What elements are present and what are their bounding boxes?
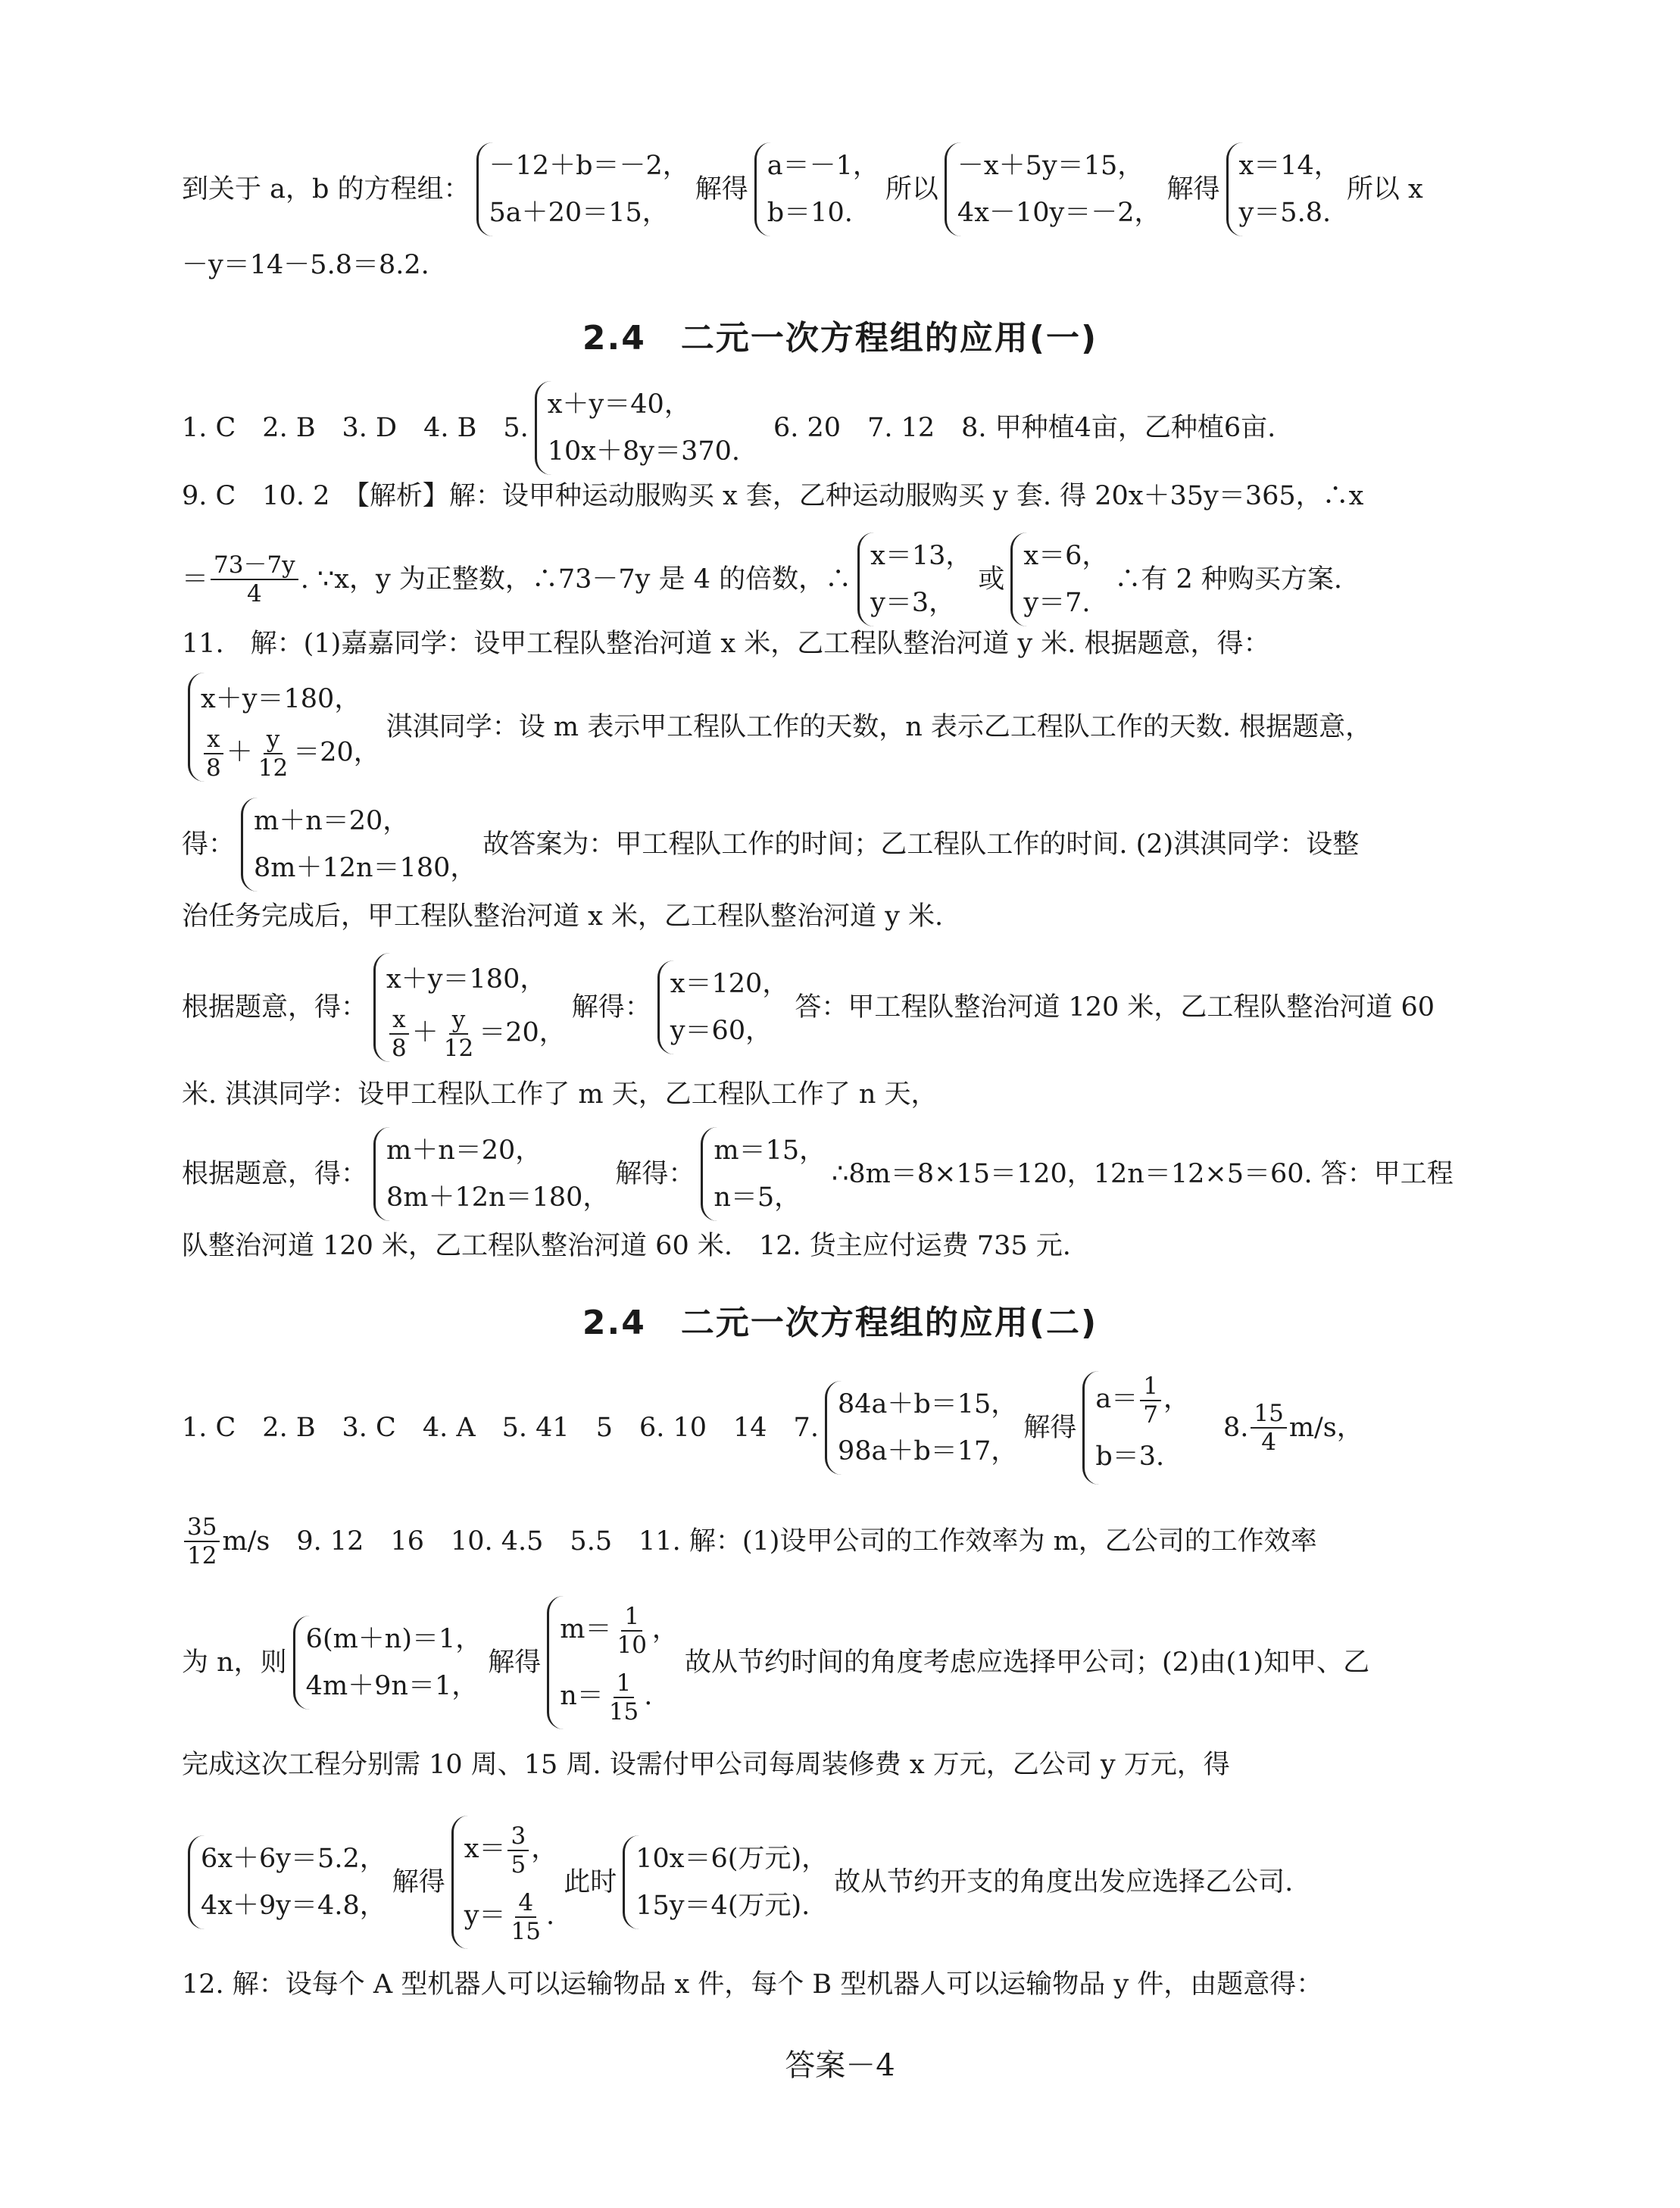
eq-lhs: n＝ xyxy=(560,1681,604,1711)
equation-system xyxy=(657,960,789,1054)
text: 解得 xyxy=(488,1647,542,1678)
text: 治任务完成后，甲工程队整治河道 x 米，乙工程队整治河道 y 米. xyxy=(182,901,944,932)
equation-system xyxy=(451,1816,558,1949)
text: 答：甲工程队整治河道 120 米，乙工程队整治河道 60 xyxy=(795,992,1435,1023)
numerator: 1 xyxy=(621,1603,642,1632)
text: 解得： xyxy=(571,992,651,1023)
text-line xyxy=(182,1125,1454,1223)
text: 根据题意，得： xyxy=(182,992,368,1023)
answer-text: 9. C 10. 2 【解析】解：设甲种运动服购买 x 套，乙种运动服购买 y 套. 得 20x＋35y＝365，∴x xyxy=(182,481,1364,511)
plus-sign: ＋ xyxy=(226,737,253,768)
answer-text: 1. C 2. B 3. D 4. B 5. xyxy=(182,413,529,443)
equation-system xyxy=(476,142,689,236)
equation xyxy=(386,1006,566,1062)
equation: 6(m＋n)＝1， xyxy=(305,1624,482,1654)
text: 解得： xyxy=(615,1159,695,1189)
text-line xyxy=(182,1076,1424,1113)
numerator: 4 xyxy=(515,1889,536,1918)
equation: 10x＋8y＝370. xyxy=(547,436,741,467)
text-line xyxy=(182,670,1424,784)
equation-system xyxy=(1226,142,1341,236)
denominator: 8 xyxy=(392,1035,407,1062)
numerator: 1 xyxy=(614,1669,635,1698)
text-line xyxy=(182,534,1424,625)
denominator: 8 xyxy=(206,754,221,782)
equation: y＝7. xyxy=(1023,588,1091,618)
equation: x＋y＝40， xyxy=(547,389,691,420)
eq-lhs: a＝ xyxy=(1095,1384,1138,1415)
text: 淇淇同学：设 m 表示甲工程队工作的天数，n 表示乙工程队工作的天数. 根据题意， xyxy=(386,712,1372,742)
equation xyxy=(464,1816,558,1882)
equation: 6x＋6y＝5.2， xyxy=(201,1844,386,1874)
text: ∴有 2 种购买方案. xyxy=(1114,564,1343,595)
equation: x＝6， xyxy=(1023,541,1109,571)
text: . ∵x，y 为正整数，∴73－7y 是 4 的倍数，∴ xyxy=(300,564,852,595)
text: 8. xyxy=(1223,1413,1249,1443)
text: 米. 淇淇同学：设甲工程队工作了 m 天，乙工程队工作了 n 天， xyxy=(182,1079,938,1110)
section-heading: 2.4 二元一次方程组的应用(一) xyxy=(582,319,1098,358)
eq-end: ， xyxy=(531,1834,558,1864)
text-line xyxy=(182,1966,1424,2003)
equation xyxy=(560,1663,679,1729)
equation-system xyxy=(754,142,879,236)
denominator: 7 xyxy=(1143,1401,1158,1429)
text: 解得 xyxy=(1166,174,1220,205)
equation xyxy=(560,1596,679,1663)
equation: m＋n＝20， xyxy=(386,1135,542,1166)
numerator: 15 xyxy=(1251,1400,1286,1429)
equation-system xyxy=(535,381,740,475)
numerator: x xyxy=(204,726,223,754)
text-line xyxy=(182,144,1424,235)
equation-system xyxy=(373,1127,609,1221)
text: 到关于 a，b 的方程组： xyxy=(182,174,470,205)
denominator: 12 xyxy=(258,754,289,782)
equation-system xyxy=(241,798,476,892)
equation-system xyxy=(188,1835,386,1929)
numerator: x xyxy=(389,1006,408,1035)
equation-system xyxy=(1082,1371,1190,1485)
text: 12. 解：设每个 A 型机器人可以运输物品 x 件，每个 B 型机器人可以运输物品 y 件，由题意得： xyxy=(182,1969,1323,2000)
equation: 8m＋12n＝180， xyxy=(386,1182,610,1213)
text: 为 n，则 xyxy=(182,1647,287,1678)
equation: x＝14， xyxy=(1238,151,1341,181)
denominator: 4 xyxy=(1261,1429,1276,1456)
equation xyxy=(1095,1371,1190,1429)
equation: y＝3， xyxy=(870,588,956,618)
eq-end: ， xyxy=(1163,1384,1190,1415)
numerator: 73－7y xyxy=(211,551,298,580)
denominator: 5 xyxy=(511,1850,526,1879)
denominator: 10 xyxy=(617,1631,647,1659)
denominator: 4 xyxy=(246,580,262,607)
text: 解得 xyxy=(695,174,748,205)
text: m/s， xyxy=(1288,1413,1363,1443)
text: 解得 xyxy=(392,1867,445,1897)
text: 完成这次工程分别需 10 周、15 周. 设需付甲公司每周装修费 x 万元，乙公司 y 万元，得 xyxy=(182,1750,1230,1780)
text-line xyxy=(182,625,1424,663)
equation-system xyxy=(373,953,566,1062)
numerator: y xyxy=(264,726,283,754)
text: ∴8m＝8×15＝120，12n＝12×5＝60. 答：甲工程 xyxy=(832,1159,1454,1189)
page-number: 答案－4 xyxy=(785,2048,895,2083)
text-line xyxy=(182,1367,1424,1488)
answer-text: 11. 解：(1)嘉嘉同学：设甲工程队整治河道 x 米，乙工程队整治河道 y 米. 根据题意，得： xyxy=(182,629,1270,659)
equation-system xyxy=(293,1616,482,1710)
equation-system xyxy=(547,1596,679,1729)
equation-system xyxy=(1010,532,1108,626)
equation-system xyxy=(701,1127,826,1221)
text: 解得 xyxy=(1023,1413,1077,1443)
answer-text: 1. C 2. B 3. C 4. A 5. 41 5 6. 10 14 7. xyxy=(182,1413,819,1443)
equation: －12＋b＝－2， xyxy=(489,151,689,181)
text-line xyxy=(182,1227,1424,1265)
equation: n＝5， xyxy=(714,1182,801,1213)
text: 故从节约开支的角度出发应选择乙公司. xyxy=(834,1867,1294,1897)
text: m/s 9. 12 16 10. 4.5 5.5 11. 解：(1)设甲公司的工作效率为 m，乙公司的工作效率 xyxy=(222,1526,1317,1557)
numerator: y xyxy=(449,1006,469,1035)
equation: x＋y＝180， xyxy=(201,684,361,714)
equation: 84a＋b＝15， xyxy=(837,1389,1018,1419)
text-line xyxy=(182,951,1435,1064)
equation-system xyxy=(188,673,380,782)
equation: 10x＝6(万元)， xyxy=(635,1844,829,1874)
equation-system xyxy=(825,1381,1017,1475)
text-line xyxy=(182,799,1424,890)
text-line xyxy=(182,246,1424,284)
equation-system xyxy=(945,142,1161,236)
equation: 98a＋b＝17， xyxy=(837,1436,1018,1466)
denominator: 15 xyxy=(608,1697,639,1725)
numerator: 1 xyxy=(1140,1373,1161,1401)
fraction xyxy=(184,1513,220,1569)
text: 或 xyxy=(978,564,1005,595)
equation: 4x－10y＝－2， xyxy=(957,198,1161,228)
text: 队整治河道 120 米，乙工程队整治河道 60 米. 12. 货主应付运费 735 元. xyxy=(182,1231,1071,1261)
equation: x＋y＝180， xyxy=(386,964,547,995)
text-line xyxy=(182,383,1424,473)
text-line xyxy=(182,1591,1424,1735)
equation: m＋n＝20， xyxy=(254,806,410,836)
text-line xyxy=(182,477,1424,515)
equation: 8m＋12n＝180， xyxy=(254,853,477,883)
numerator: 3 xyxy=(507,1822,529,1851)
equation: b＝10. xyxy=(767,198,853,228)
eq-lhs: x＝ xyxy=(464,1834,506,1864)
equation: b＝3. xyxy=(1095,1441,1165,1472)
equation xyxy=(201,726,380,782)
equation: a＝－1， xyxy=(767,151,879,181)
equation-system xyxy=(623,1835,828,1929)
equals-part: ＝20， xyxy=(479,1017,566,1048)
text: ＝ xyxy=(182,564,209,595)
text: －y＝14－5.8＝8.2. xyxy=(182,250,429,280)
text: 所以 xyxy=(885,174,938,205)
fraction xyxy=(211,551,298,607)
section-heading: 2.4 二元一次方程组的应用(二) xyxy=(582,1304,1098,1342)
equals-part: ＝20， xyxy=(293,737,380,768)
equation: 4m＋9n＝1， xyxy=(305,1671,479,1701)
answer-text: 6. 20 7. 12 8. 甲种植4亩，乙种植6亩. xyxy=(773,413,1276,443)
denominator: 15 xyxy=(511,1917,541,1945)
equation xyxy=(464,1882,558,1949)
eq-lhs: m＝ xyxy=(560,1614,612,1644)
equation: 4x＋9y＝4.8， xyxy=(201,1891,386,1921)
eq-end: . xyxy=(545,1900,555,1931)
equation: y＝5.8. xyxy=(1238,198,1332,228)
eq-lhs: y＝ xyxy=(464,1900,506,1931)
equation: －x＋5y＝15， xyxy=(957,151,1144,181)
text: 故从节约时间的角度考虑应选择甲公司；(2)由(1)知甲、乙 xyxy=(684,1647,1370,1678)
equation: 15y＝4(万元). xyxy=(635,1891,810,1921)
denominator: 12 xyxy=(187,1542,217,1569)
plus-sign: ＋ xyxy=(411,1017,439,1048)
equation-system xyxy=(857,532,972,626)
text-line xyxy=(182,1746,1424,1784)
text-line xyxy=(182,1810,1424,1954)
eq-end: ， xyxy=(651,1614,679,1644)
text: 此时 xyxy=(564,1867,617,1897)
text: 所以 x xyxy=(1346,174,1423,205)
equation: y＝60， xyxy=(670,1016,773,1046)
text: 根据题意，得： xyxy=(182,1159,368,1189)
equation: x＝120， xyxy=(670,969,789,999)
text: 故答案为：甲工程队工作的时间；乙工程队工作的时间. (2)淇淇同学：设整 xyxy=(482,829,1360,860)
equation: 5a＋20＝15， xyxy=(489,198,669,228)
text: 得： xyxy=(182,829,236,860)
numerator: 35 xyxy=(184,1513,220,1542)
denominator: 12 xyxy=(443,1035,474,1062)
fraction xyxy=(1251,1400,1286,1456)
eq-end: . xyxy=(644,1681,653,1711)
equation: m＝15， xyxy=(714,1135,826,1166)
equation: x＝13， xyxy=(870,541,973,571)
text-line xyxy=(182,898,1424,935)
text-line xyxy=(182,1511,1424,1572)
